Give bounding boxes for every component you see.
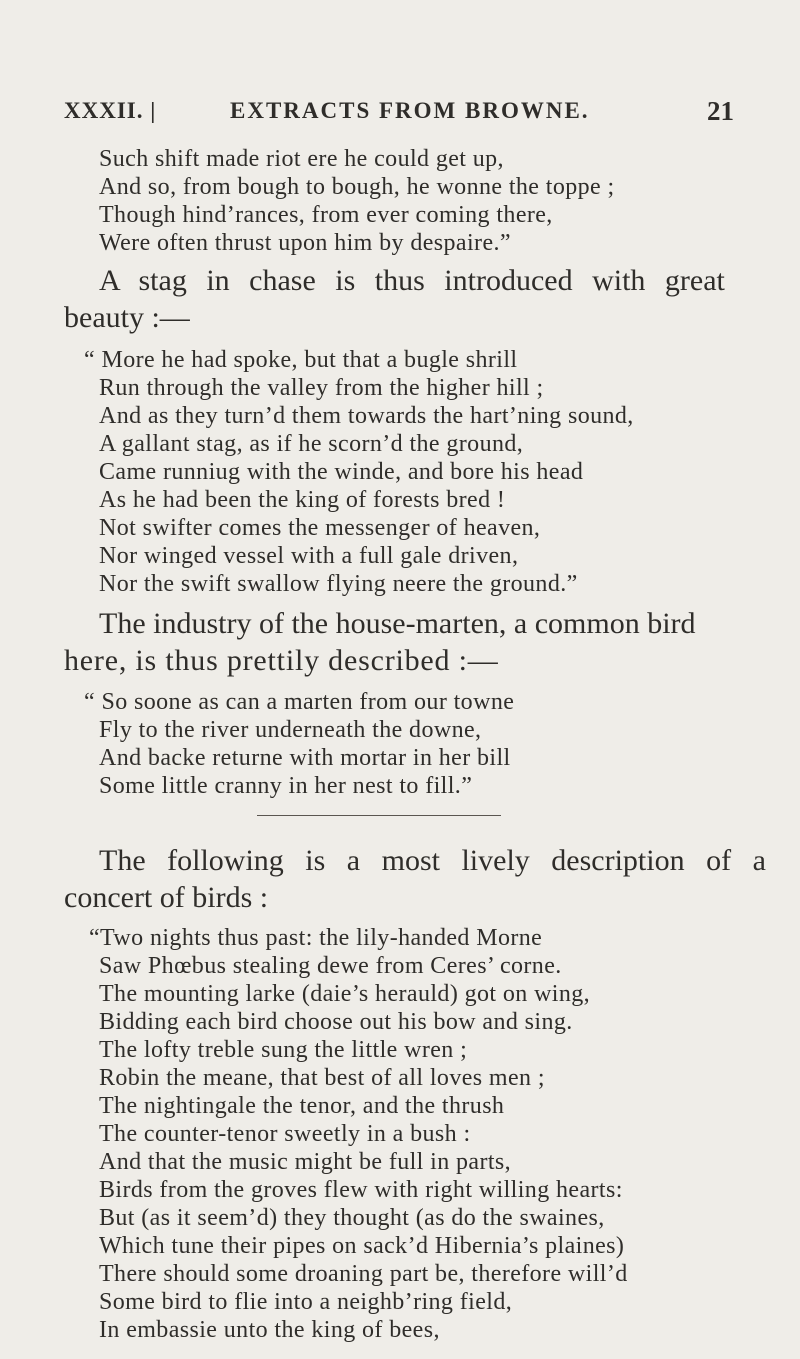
verse-line: The mounting larke (daie’s herauld) got on wing, <box>99 981 591 1007</box>
verse-line: Some bird to flie into a neighb’ring field, <box>99 1289 513 1315</box>
verse-line: The nightingale the tenor, and the thrush <box>99 1093 505 1119</box>
chapter-number: XXXII. | <box>64 98 157 123</box>
section-divider <box>257 815 501 816</box>
verse-line: And as they turn’d them towards the hart’ning sound, <box>99 403 634 429</box>
verse-line: Which tune their pipes on sack’d Hibernia’s plaines) <box>99 1233 625 1259</box>
verse-line: But (as it seem’d) they thought (as do the swaines, <box>99 1205 605 1231</box>
verse-line: Saw Phœbus stealing dewe from Ceres’ corne. <box>99 953 562 979</box>
prose-line: beauty :— <box>64 301 190 334</box>
verse-line: Robin the meane, that best of all loves men ; <box>99 1065 545 1091</box>
verse-line: Came runniug with the winde, and bore his head <box>99 459 584 485</box>
verse-line: Not swifter comes the messenger of heaven, <box>99 515 541 541</box>
prose-line: here, is thus prettily described :— <box>64 644 499 677</box>
running-title: EXTRACTS FROM BROWNE. <box>230 98 590 123</box>
verse-line: Fly to the river underneath the downe, <box>99 717 482 743</box>
verse-line: Were often thrust upon him by despaire.” <box>99 230 511 256</box>
verse-line: Bidding each bird choose out his bow and sing. <box>99 1009 573 1035</box>
verse-line: “ More he had spoke, but that a bugle shrill <box>84 347 518 373</box>
verse-line: In embassie unto the king of bees, <box>99 1317 440 1343</box>
prose-line: The industry of the house-marten, a common bird <box>99 607 696 640</box>
verse-line: Birds from the groves flew with right willing hearts: <box>99 1177 623 1203</box>
verse-line: And backe returne with mortar in her bill <box>99 745 511 771</box>
verse-line: And so, from bough to bough, he wonne the toppe ; <box>99 174 615 200</box>
verse-line: Though hind’rances, from ever coming there, <box>99 202 553 228</box>
verse-line: As he had been the king of forests bred ! <box>99 487 506 513</box>
verse-line: “ So soone as can a marten from our towne <box>84 689 515 715</box>
page-number: 21 <box>707 96 734 126</box>
verse-line: Nor winged vessel with a full gale driven, <box>99 543 519 569</box>
prose-line: concert of birds : <box>64 881 269 914</box>
running-header <box>64 98 734 138</box>
verse-line: There should some droaning part be, therefore will’d <box>99 1261 628 1287</box>
verse-line: Some little cranny in her nest to fill.” <box>99 773 473 799</box>
verse-line: “Two nights thus past: the lily-handed Morne <box>89 925 543 951</box>
verse-line: A gallant stag, as if he scorn’d the ground, <box>99 431 524 457</box>
verse-line: Run through the valley from the higher hill ; <box>99 375 544 401</box>
prose-line: The following is a most lively description of a <box>99 844 766 877</box>
prose-line: A stag in chase is thus introduced with great <box>99 264 725 297</box>
verse-line: Such shift made riot ere he could get up, <box>99 146 504 172</box>
verse-line: The counter-tenor sweetly in a bush : <box>99 1121 471 1147</box>
verse-line: And that the music might be full in parts, <box>99 1149 512 1175</box>
verse-line: The lofty treble sung the little wren ; <box>99 1037 468 1063</box>
verse-line: Nor the swift swallow flying neere the ground.” <box>99 571 578 597</box>
